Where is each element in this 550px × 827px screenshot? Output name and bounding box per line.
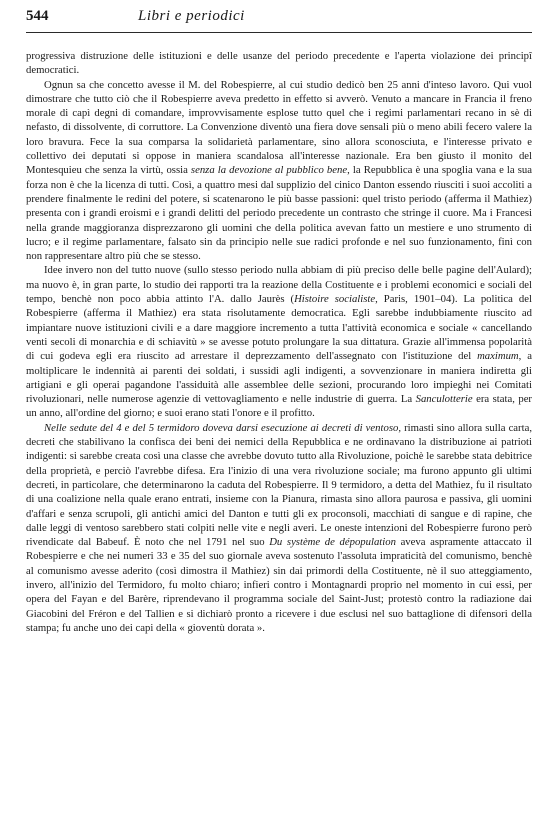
italic-text-segment: Nelle sedute del 4 e del 5 termidoro doveva darsi esecuzione ai decreti di ventoso, [44, 421, 402, 434]
text-segment: aveva aspramente attaccato il Robespierre e che nei numeri 33 e 35 del suo giornale aveva sostenuto l'assoluta impraticità del comunismo, benchè al comunismo avesse aderito (così dimostra il Mathiez) sin dai primordi della Costituente, nè il suo atteggiamento, invero, all'inizio del Termidoro, fu molto chiaro; infieri contro i Montagnardi proprio nel momento in cui essi, per opera del Fayan e del Barère, riprendevano il programma sociale del Saint-Just; protestò contro la radiazione dai Giacobini del Fréron e del Tallien e si dichiarò pronto a ricevere i due esclusi nel suo battaglione di difensori della stampa; fu anche uno dei capi della « gioventù dorata ». [26, 536, 532, 634]
paragraph [26, 421, 532, 635]
text-segment: Idee invero non del tutto nuove (sullo stesso periodo nulla abbiam di più preciso delle belle pagine dell'Aulard); ma nuovo è, in gran parte, lo studio dei rapporti tra la reazione della Costituente e i problemi economici e sociali del tempo, benchè non poco abbia attinto l'A. dallo Jaurès ( [26, 264, 532, 306]
italic-text-segment: Du système de dépopulation [269, 536, 396, 549]
article-body [26, 49, 532, 635]
text-segment: , Paris, 1901–04). La politica del Robespierre (afferma il Mathiez) era stata risolutamente democratica. Egli sarebbe indubbiamente riuscito ad impiantare nuove istituzioni civili e a dare maggiore incremento a tutta l'attività economica e sociale « cancellando venti secoli di monarchia e di schiavitù » se avesse potuto prolungare la sua dittatura. Grazie all'immensa popolarità di cui godeva egli era riuscito ad arrestare il deprezzamento dell'assegnato con l'istituzione del [26, 293, 532, 363]
italic-text-segment: maximum [477, 350, 519, 363]
section-title: Libri e periodici [138, 8, 245, 24]
text-segment: era stata, per un anno, all'ordine del giorno; e suoi erano stati l'onore e il profitto. [26, 393, 532, 420]
text-segment: rimasti sino allora sulla carta, decreti che stabilivano la confisca dei beni dei nemici della Repubblica e ne ordinavano la distribuzione ai patrioti indigenti: si sarebbe creata così una classe che avrebbe dovuto tutto alla Rivoluzione, poichè le sarebbe stata debitrice della proprietà, e perciò l'avrebbe difesa. Era l'inizio di una vera rivoluzione sociale; ma furono appunto gli ultimi decreti, in particolare, che determinarono la caduta del Robespierre. Il 9 termidoro, a detta del Mathiez, fu il risultato di una coalizione nella quale erano entrati, insieme con la Pianura, rimasta sino allora paurosa e passiva, gli uomini d'affari e senza scrupoli, gli antichi amici del Danton e tutti gli ex proconsoli, macchiati di sangue e di rapine, che dalle leggi di ventoso sarebbero stati colpiti nelle vite e negli averi. Le oneste intenzioni del Robespierre furono però rivendicate dal Babeuf. È noto che nel 1791 nel suo [26, 421, 532, 549]
paragraph [26, 78, 532, 264]
text-segment: progressiva distruzione delle istituzioni e delle usanze del periodo precedente e l'aperta violazione dei principî democratici. [26, 50, 532, 77]
page-number: 544 [26, 8, 49, 24]
italic-text-segment: Histoire socialiste [294, 293, 376, 306]
italic-text-segment: Sanculotterie [415, 393, 473, 406]
italic-text-segment: senza la devozione al pubblico bene [190, 164, 348, 177]
running-head [26, 8, 532, 33]
text-segment: Ognun sa che concetto avesse il M. del Robespierre, al cui studio dedicò ben 25 anni d'inteso lavoro. Qui vuol dimostrare che tutto ciò che il Robespierre aveva predetto in effetto si avverò. Venuto a mancare in Francia il freno morale di capì degni di comandare, improvvisamente esplose tutto quel che i regimi parlamentari recano in sè di nefasto, di dissolvente, di corruttore. La Convenzione diventò una fiera dove sensali più o meno abili fecero valere la loro bravura. Fece la sua comparsa la solidarietà parlamentare, sino allora sconosciuta, e l'interesse privato e collettivo dei deputati si oppose in maniera scandalosa all'interesse nazionale. Era ben giusto il monito del Montesquieu che senza la virtù, ossia [26, 78, 532, 177]
text-segment: , a moltiplicare le indennità ai parenti dei soldati, i sussidi agli indigenti, a sovvenzionare in maniera indiretta gli artigiani e gli operai pagandone l'assiduità alle assemblee delle sezioni, procurando loro impieghi nei Comitati rivoluzionari, nelle numerose agenzie di vettovagliamento e nelle industrie di guerra. La [26, 350, 532, 406]
paragraph [26, 263, 532, 420]
paragraph [26, 49, 532, 78]
text-segment: , la Repubblica è una spoglia vana e la sua forza non è che la licenza di tutti. Così, a quattro mesi dal supplizio del cinico Danton essendo riusciti i suoi accoliti a prendere finalmente le redini del potere, si scatenarono le più basse passioni: quel tristo periodo (afferma il Mathiez) presenta con i grandi eroismi e i grandi delitti del periodo precedente un contrasto che stringe il cuore. Ma i Francesi nella grande maggioranza disprezzarono gli uomini che della politica avevan fatto un mestiere e uno strumento di lucro; e il regime parlamentare, falsato sin da principio nelle sue radici profonde e nel suo funzionamento, finì con non rappresentare altro più che se stesso. [26, 164, 532, 263]
